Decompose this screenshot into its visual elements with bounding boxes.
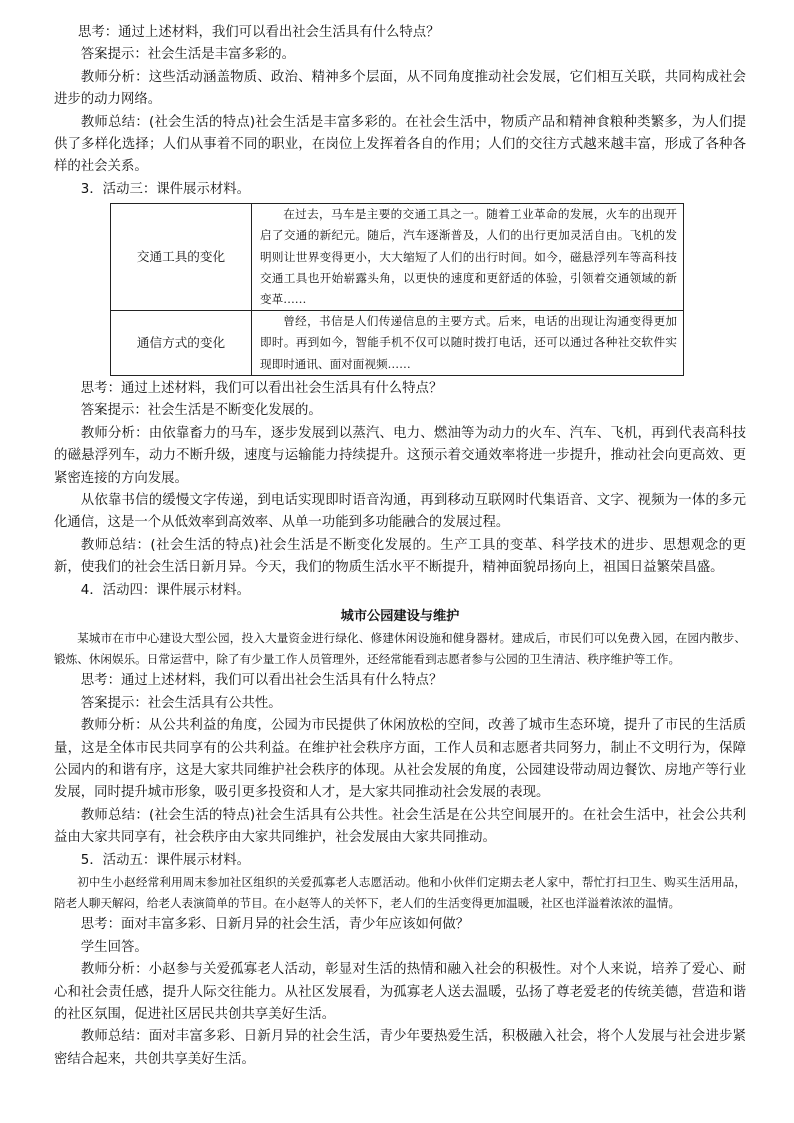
act2-answer: 答案提示：社会生活是丰富多彩的。: [80, 47, 296, 63]
table-row-label: 通信方式的变化: [111, 311, 252, 376]
table-row: [111, 311, 684, 376]
act4-analysis: 教师分析：从公共利益的角度，公园为市民提供了休闲放松的空间，改善了城市生态环境，提升了市民的生活质量，这是全体市民共同享有的公共利益。在维护社会秩序方面，工作人员和志愿者共同努力，制止不文明行为，保障公园内的和谐有序，这是大家共同维护社会秩序的体现。从社会发展的角度，公园建设带动周边餐饮、房地产等行业发展，同时提升城市形象，吸引更多投资和人才，是大家共同推动社会发展的表现。: [54, 718, 746, 801]
act5-analysis: 教师分析：小赵参与关爱孤寡老人活动，彰显对生活的热情和融入社会的积极性。对个人来说，培养了爱心、耐心和社会责任感，提升人际交往能力。从社区发展看，为孤寡老人送去温暖，弘扬了尊老爱老的传统美德，营造和谐的社区氛围，促进社区居民共创共享美好生活。: [54, 962, 746, 1023]
act5-answer: 学生回答。: [80, 939, 148, 955]
act3-analysis: 教师分析：由依靠畜力的马车，逐步发展到以蒸汽、电力、燃油等为动力的火车、汽车、飞机，再到代表高科技的磁悬浮列车，动力不断升级，速度与运输能力持续提升。这预示着交通效率将进一步提升，推动社会向更高效、更紧密连接的方向发展。: [54, 425, 746, 486]
act5-think: 思考：面对丰富多彩、日新月异的社会生活，青少年应该如何做？: [80, 917, 470, 933]
act3-summary: 教师总结：(社会生活的特点)社会生活是不断变化发展的。生产工具的变革、科学技术的进步、思想观念的更新，使我们的社会生活日新月异。今天，我们的物质生活水平不断提升，精神面貌昂扬向上，祖国日益繁荣昌盛。: [54, 537, 746, 576]
act5-heading: 5．活动五：课件展示材料。: [80, 852, 251, 868]
table-row-label: 交通工具的变化: [111, 204, 252, 311]
table-row-content: 曾经，书信是人们传递信息的主要方式。后来，电话的出现让沟通变得更加即时。再到如今，智能手机不仅可以随时拨打电话，还可以通过各种社交软件实现即时通讯、面对面视频……: [252, 311, 684, 376]
act5-material: 初中生小赵经常利用周末参加社区组织的关爱孤寡老人志愿活动。他和小伙伴们定期去老人家中，帮忙打扫卫生、购买生活用品，陪老人聊天解闷，给老人表演简单的节目。在小赵等人的关怀下，老人们的生活变得更加温暖，社区也洋溢着浓浓的温情。: [54, 875, 746, 911]
act2-analysis: 教师分析：这些活动涵盖物质、政治、精神多个层面，从不同角度推动社会发展，它们相互关联，共同构成社会进步的动力网络。: [54, 69, 746, 108]
act2-summary: 教师总结：(社会生活的特点)社会生活是丰富多彩的。在社会生活中，物质产品和精神食粮种类繁多，为人们提供了多样化选择；人们从事着不同的职业，在岗位上发挥着各自的作用；人们的交往方式越来越丰富，形成了各种各样的社会关系。: [54, 114, 746, 175]
act5-summary: 教师总结：面对丰富多彩、日新月异的社会生活，青少年要热爱生活，积极融入社会，将个人发展与社会进步紧密结合起来，共创共享美好生活。: [54, 1029, 746, 1067]
act3-heading: 3．活动三：课件展示材料。: [80, 181, 251, 197]
act4-answer: 答案提示：社会生活具有公共性。: [80, 695, 282, 711]
act4-material: 某城市在市中心建设大型公园，投入大量资金进行绿化、修建休闲设施和健身器材。建成后，市民们可以免费入园，在园内散步、锻炼、休闲娱乐。日常运营中，除了有少量工作人员管理外，还经常能看到志愿者参与公园的卫生清洁、秩序维护等工作。: [54, 630, 746, 667]
act4-material-title: 城市公园建设与维护: [340, 608, 460, 624]
act2-think: 思考：通过上述材料，我们可以看出社会生活具有什么特点？: [78, 25, 440, 40]
act3-answer: 答案提示：社会生活是不断变化发展的。: [80, 403, 322, 419]
act3-material-table: [110, 203, 684, 376]
act4-think: 思考：通过上述材料，我们可以看出社会生活具有什么特点？: [80, 673, 443, 689]
act4-summary: 教师总结：(社会生活的特点)社会生活具有公共性。社会生活是在公共空间展开的。在社会生活中，社会公共利益由大家共同享有，社会秩序由大家共同维护，社会发展由大家共同推动。: [54, 807, 746, 846]
act3-think: 思考：通过上述材料，我们可以看出社会生活具有什么特点？: [80, 380, 443, 396]
table-row: [111, 204, 684, 311]
table-row-content: 在过去，马车是主要的交通工具之一。随着工业革命的发展，火车的出现开启了交通的新纪元。随后，汽车逐渐普及，人们的出行更加灵活自由。飞机的发明则让世界变得更小，大大缩短了人们的出行时间。如今，磁悬浮列车等高科技交通工具也开始崭露头角，以更快的速度和更舒适的体验，引领着交通领域的新变革……: [252, 204, 684, 311]
act4-heading: 4．活动四：课件展示材料。: [80, 582, 251, 598]
act3-analysis-continued: 从依靠书信的缓慢文字传递，到电话实现即时语音沟通，再到移动互联网时代集语音、文字、视频为一体的多元化通信，这是一个从低效率到高效率、从单一功能到多功能融合的发展过程。: [54, 492, 746, 531]
